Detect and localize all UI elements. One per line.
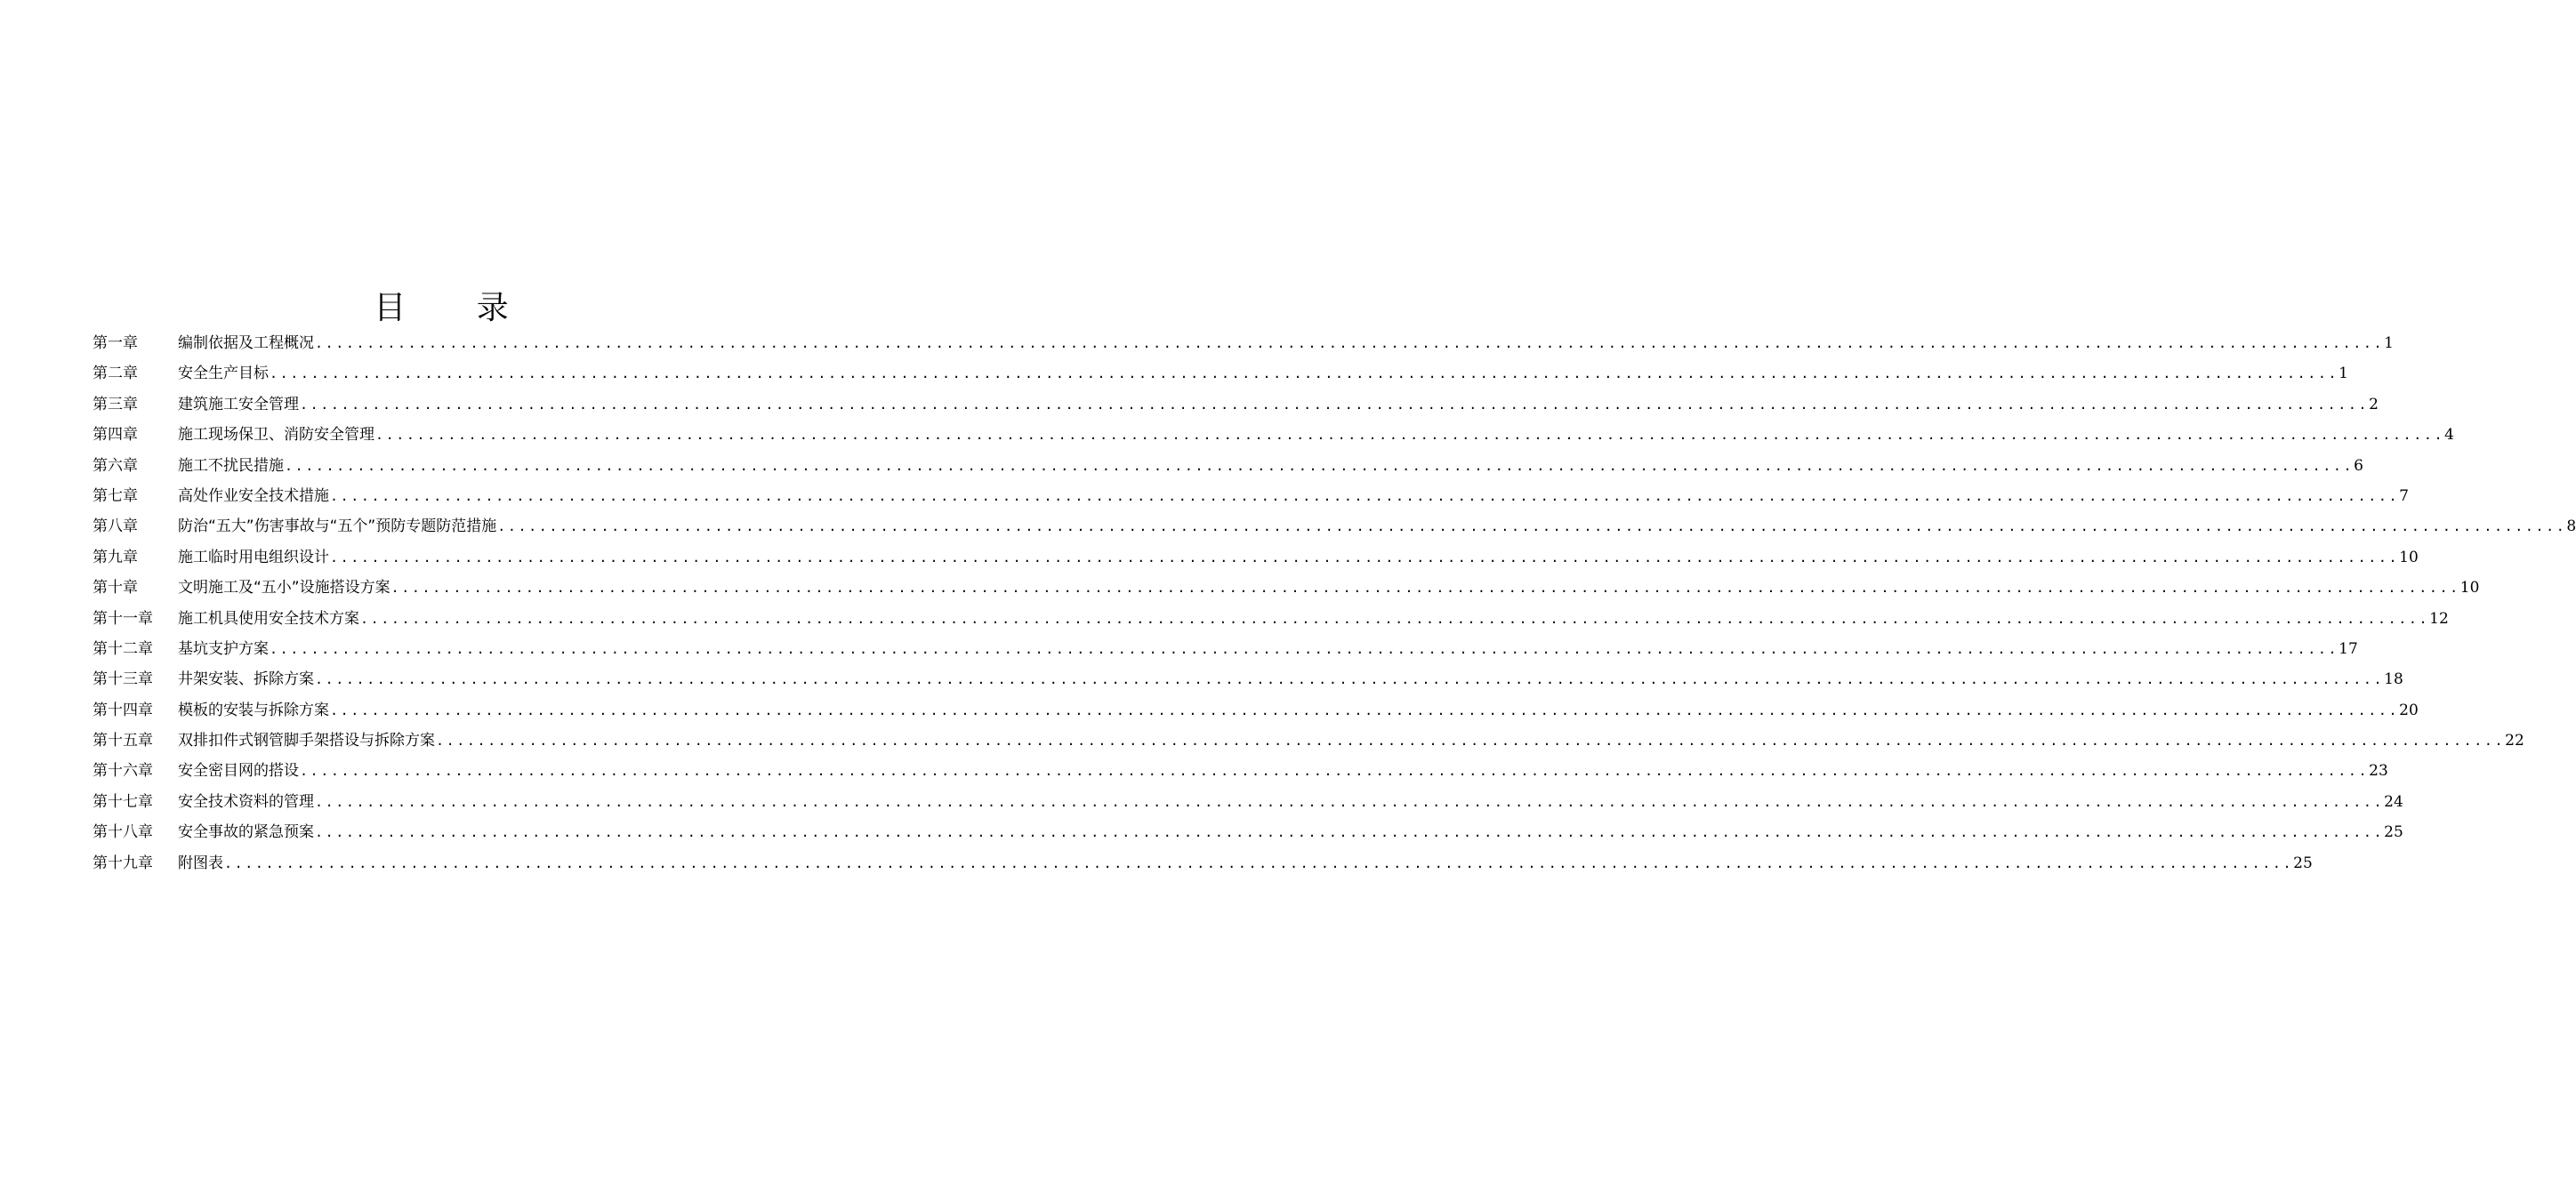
toc-entry-title: 基坑支护方案 <box>178 639 269 658</box>
toc-page-number: 10 <box>2399 548 2419 566</box>
toc-entry-title: 双排扣件式钢管脚手架搭设与拆除方案 <box>178 732 435 750</box>
toc-title: 目 录 <box>374 290 539 326</box>
toc-entry[interactable] <box>93 542 2419 573</box>
toc-chapter-label: 第一章 <box>93 334 138 352</box>
toc-dot-leader: ........................................................................................................................................................................................................ <box>330 487 2400 504</box>
toc-entry[interactable] <box>93 481 2409 511</box>
toc-page-number: 23 <box>2369 762 2388 781</box>
toc-entry-title: 附图表 <box>178 854 223 872</box>
toc-entry-title: 文明施工及“五小”设施搭设方案 <box>178 579 390 598</box>
toc-chapter-label: 第十八章 <box>93 823 153 842</box>
toc-entry[interactable] <box>93 573 2480 603</box>
toc-chapter-label: 第十七章 <box>93 792 153 811</box>
toc-page-number: 2 <box>2369 395 2379 413</box>
toc-entry[interactable] <box>93 695 2419 726</box>
toc-page-number: 7 <box>2399 486 2409 505</box>
toc-dot-leader: ........................................................................................................................................................................................................ <box>224 854 2294 871</box>
toc-page-number: 25 <box>2384 823 2403 842</box>
toc-chapter-label: 第九章 <box>93 548 138 566</box>
toc-dot-leader: ........................................................................................................................................................................................................ <box>330 702 2400 718</box>
toc-dot-leader: ........................................................................................................................................................................................................ <box>315 671 2385 688</box>
toc-chapter-label: 第十章 <box>93 579 138 598</box>
toc-entry[interactable] <box>93 604 2449 634</box>
toc-chapter-label: 第三章 <box>93 395 138 413</box>
toc-chapter-label: 第十四章 <box>93 701 153 719</box>
toc-entry-title: 安全事故的紧急预案 <box>178 823 314 842</box>
toc-dot-leader: ........................................................................................................................................................................................................ <box>375 427 2445 444</box>
toc-page-number: 6 <box>2354 456 2363 475</box>
toc-list <box>93 328 2576 878</box>
toc-entry-title: 施工临时用电组织设计 <box>178 548 329 566</box>
toc-chapter-label: 第十五章 <box>93 732 153 750</box>
toc-entry[interactable] <box>93 328 2394 358</box>
toc-chapter-label: 第八章 <box>93 517 138 536</box>
toc-entry[interactable] <box>93 451 2363 481</box>
toc-entry[interactable] <box>93 420 2454 450</box>
toc-dot-leader: ........................................................................................................................................................................................................ <box>436 733 2506 750</box>
toc-entry-title: 安全生产目标 <box>178 365 269 383</box>
toc-dot-leader: ........................................................................................................................................................................................................ <box>270 365 2339 382</box>
toc-entry[interactable] <box>93 358 2348 389</box>
toc-entry-title: 防治“五大”伤害事故与“五个”预防专题防范措施 <box>178 517 497 536</box>
toc-dot-leader: ........................................................................................................................................................................................................ <box>300 763 2370 780</box>
toc-page-number: 25 <box>2293 854 2313 872</box>
toc-page-number: 18 <box>2384 670 2403 689</box>
toc-chapter-label: 第十六章 <box>93 762 153 781</box>
toc-dot-leader: ........................................................................................................................................................................................................ <box>390 580 2460 597</box>
toc-chapter-label: 第十三章 <box>93 670 153 689</box>
toc-dot-leader: ........................................................................................................................................................................................................ <box>330 549 2400 565</box>
toc-dot-leader: ........................................................................................................................................................................................................ <box>300 396 2370 413</box>
toc-page-number: 8 <box>2566 517 2576 536</box>
toc-entry-title: 建筑施工安全管理 <box>178 395 299 413</box>
toc-entry[interactable] <box>93 634 2358 664</box>
toc-chapter-label: 第二章 <box>93 365 138 383</box>
toc-entry-title: 施工不扰民措施 <box>178 456 284 475</box>
toc-dot-leader: ........................................................................................................................................................................................................ <box>360 610 2430 627</box>
toc-dot-leader: ........................................................................................................................................................................................................ <box>285 457 2355 474</box>
toc-entry[interactable] <box>93 389 2379 420</box>
toc-page-number: 17 <box>2339 639 2358 658</box>
toc-entry[interactable] <box>93 817 2403 847</box>
toc-entry[interactable] <box>93 848 2313 878</box>
toc-chapter-label: 第十九章 <box>93 854 153 872</box>
toc-dot-leader: ........................................................................................................................................................................................................ <box>497 518 2567 535</box>
toc-entry[interactable] <box>93 726 2524 756</box>
toc-page-number: 1 <box>2384 334 2394 352</box>
toc-chapter-label: 第十一章 <box>93 609 153 628</box>
toc-entry[interactable] <box>93 787 2403 817</box>
toc-entry-title: 井架安装、拆除方案 <box>178 670 314 689</box>
toc-entry[interactable] <box>93 511 2576 541</box>
toc-page-number: 10 <box>2459 579 2480 598</box>
toc-entry[interactable] <box>93 664 2403 694</box>
toc-entry-title: 高处作业安全技术措施 <box>178 486 329 505</box>
toc-entry-title: 模板的安装与拆除方案 <box>178 701 329 719</box>
toc-chapter-label: 第四章 <box>93 426 138 445</box>
toc-chapter-label: 第十二章 <box>93 639 153 658</box>
toc-entry-title: 编制依据及工程概况 <box>178 334 314 352</box>
toc-page-number: 12 <box>2429 609 2449 628</box>
toc-page-number: 1 <box>2339 365 2348 383</box>
toc-dot-leader: ........................................................................................................................................................................................................ <box>270 640 2339 657</box>
toc-page-number: 24 <box>2384 792 2403 811</box>
toc-chapter-label: 第七章 <box>93 486 138 505</box>
toc-chapter-label: 第六章 <box>93 456 138 475</box>
toc-entry-title: 施工现场保卫、消防安全管理 <box>178 426 374 445</box>
toc-entry-title: 施工机具使用安全技术方案 <box>178 609 359 628</box>
toc-entry-title: 安全密目网的搭设 <box>178 762 299 781</box>
toc-dot-leader: ........................................................................................................................................................................................................ <box>315 824 2385 841</box>
toc-dot-leader: ........................................................................................................................................................................................................ <box>315 793 2385 810</box>
toc-entry-title: 安全技术资料的管理 <box>178 792 314 811</box>
toc-dot-leader: ........................................................................................................................................................................................................ <box>315 335 2385 351</box>
toc-entry[interactable] <box>93 756 2388 786</box>
toc-page-number: 4 <box>2444 426 2454 445</box>
toc-page-number: 20 <box>2399 701 2419 719</box>
toc-page-number: 22 <box>2505 732 2524 750</box>
